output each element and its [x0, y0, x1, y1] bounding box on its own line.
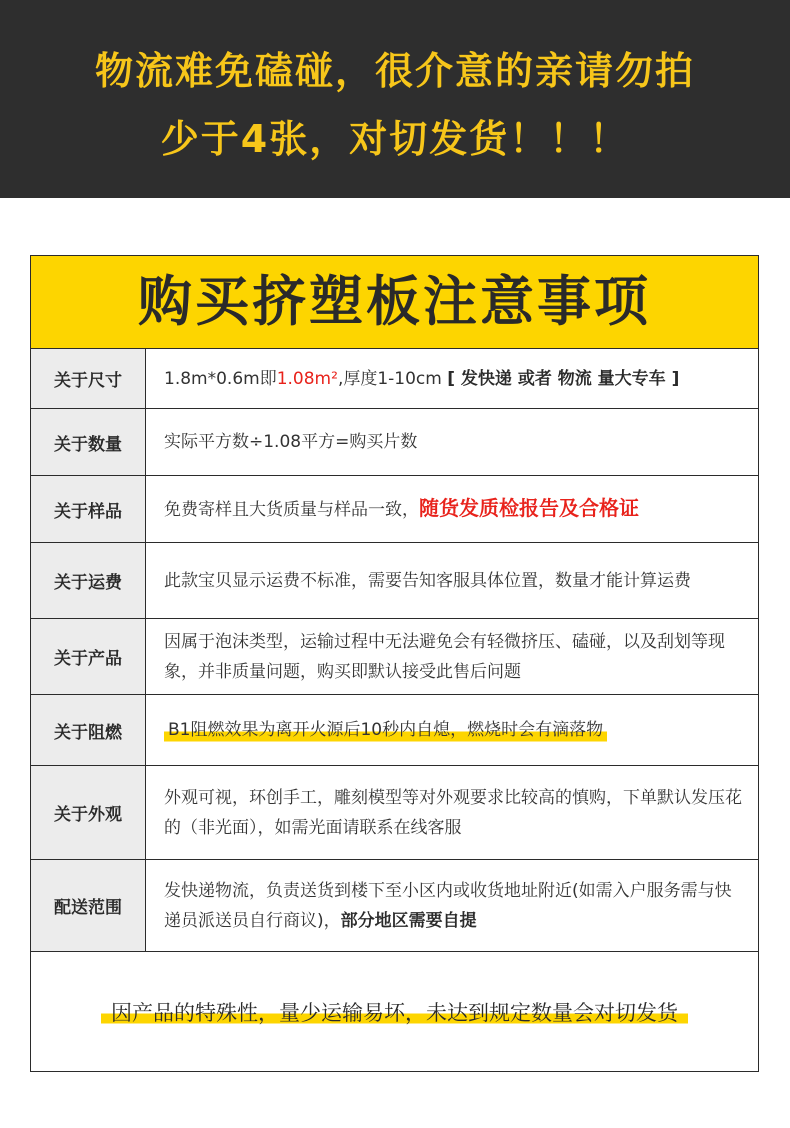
sample-text: 免费寄样且大货质量与样品一致，: [164, 500, 419, 520]
top-banner: [0, 0, 790, 198]
table-title: 购买挤塑板注意事项: [31, 256, 758, 349]
row-label-flame: 关于阻燃: [31, 695, 146, 765]
size-text: 1.8m*0.6m即: [164, 368, 277, 389]
row-content-size: [164, 349, 744, 408]
row-sample: [31, 476, 758, 543]
row-content-sample: [164, 476, 744, 542]
size-shipping-note: [ 发快递 或者 物流 量大专车 ]: [447, 368, 680, 389]
row-label-product: 关于产品: [31, 619, 146, 694]
row-flame: [31, 695, 758, 766]
size-thickness: ,厚度1-10cm: [337, 368, 448, 389]
row-content-flame: [164, 695, 744, 765]
flame-text: B1阻燃效果为离开火源后10秒内自熄，燃烧时会有滴落物: [164, 715, 607, 745]
row-shipping-fee: [31, 543, 758, 619]
row-size: [31, 349, 758, 409]
row-label-size: 关于尺寸: [31, 349, 146, 408]
row-label-appearance: 关于外观: [31, 766, 146, 859]
banner-line-1: 物流难免磕碰，很介意的亲请勿拍: [94, 49, 695, 93]
row-label-shipping-fee: 关于运费: [31, 543, 146, 618]
notice-table: [30, 255, 759, 1072]
row-appearance: [31, 766, 758, 860]
row-content-appearance: [164, 766, 744, 859]
size-area: 1.08m²: [276, 368, 338, 389]
appearance-text: 外观可视，环创手工，雕刻模型等对外观要求比较高的慎购，下单默认发压花的（非光面），如需光面请联系在线客服: [164, 787, 742, 838]
shipping-fee-text: 此款宝贝显示运费不标准，需要告知客服具体位置，数量才能计算运费: [164, 570, 691, 591]
row-content-product: [164, 619, 744, 694]
product-text: 因属于泡沫类型，运输过程中无法避免会有轻微挤压、磕碰，以及刮划等现象，并非质量问题，购买即默认接受此售后问题: [164, 631, 725, 682]
row-content-delivery: [164, 860, 744, 951]
row-delivery: [31, 860, 758, 952]
banner-line-2: 少于4张，对切发货！！！: [160, 117, 630, 161]
bottom-notice: [31, 952, 758, 1071]
row-label-sample: 关于样品: [31, 476, 146, 542]
row-label-quantity: 关于数量: [31, 409, 146, 475]
bottom-notice-text: 因产品的特殊性，量少运输易坏，未达到规定数量会对切发货: [101, 997, 688, 1027]
row-content-shipping-fee: [164, 543, 744, 618]
quantity-text: 实际平方数÷1.08平方=购买片数: [164, 432, 418, 452]
row-content-quantity: [164, 409, 744, 475]
row-label-delivery: 配送范围: [31, 860, 146, 951]
delivery-text: 发快递物流，负责送货到楼下至小区内或收货地址附近(如需入户服务需与快递员派送员自行商议)，: [164, 880, 732, 931]
delivery-pickup-note: 部分地区需要自提: [340, 910, 477, 931]
row-quantity: [31, 409, 758, 476]
sample-report-note: 随货发质检报告及合格证: [419, 496, 639, 520]
row-product: [31, 619, 758, 695]
